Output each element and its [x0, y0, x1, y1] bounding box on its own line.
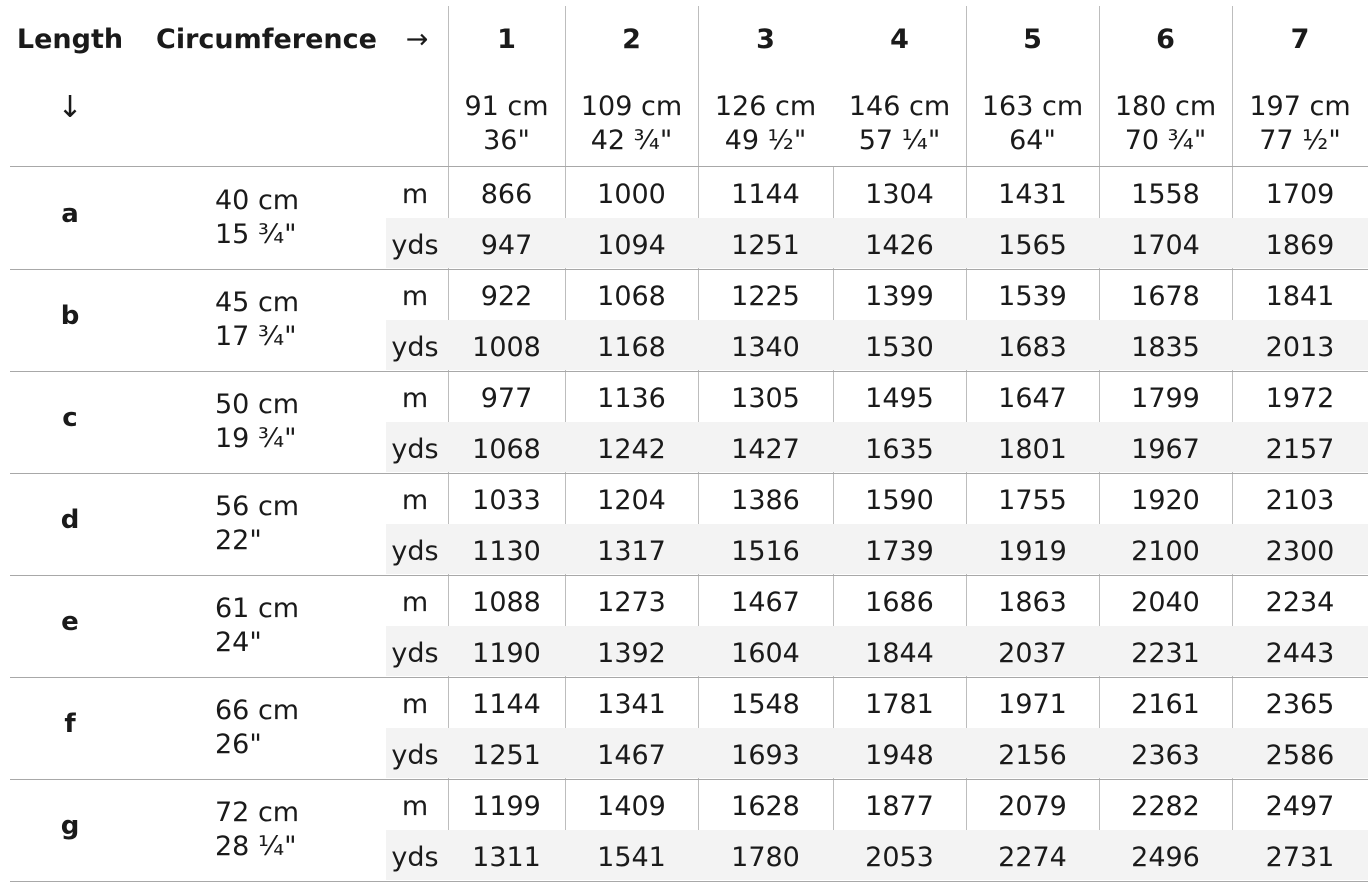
circumference-cm: 146 cm	[848, 91, 951, 122]
circumference-inch: 77 ½"	[1259, 125, 1341, 156]
column-circumference	[833, 90, 966, 158]
yardage-value: 1877	[865, 791, 934, 822]
yardage-value: 2300	[1265, 536, 1335, 567]
row-length	[215, 184, 299, 252]
circumference-header: Circumference	[156, 24, 377, 55]
row-label: d	[60, 505, 80, 535]
yardage-value: 1647	[998, 383, 1067, 414]
length-inch: 17 ¾"	[215, 321, 297, 352]
circumference-cm: 163 cm	[981, 91, 1084, 122]
yardage-value: 1628	[731, 791, 800, 822]
yardage-value: 1340	[731, 332, 800, 363]
yardage-value: 1168	[597, 332, 666, 363]
table-row	[10, 371, 1368, 473]
yardage-value: 1844	[865, 638, 934, 669]
circumference-inch: 36"	[483, 125, 530, 156]
yardage-value: 1530	[865, 332, 934, 363]
yardage-value: 1799	[1131, 383, 1200, 414]
yardage-value: 1341	[597, 689, 666, 720]
length-header: Length	[16, 24, 124, 55]
header-row-numbers	[10, 24, 1368, 68]
yardage-value: 2363	[1131, 740, 1200, 771]
yardage-value: 1539	[998, 281, 1067, 312]
yardage-value: 1094	[597, 230, 666, 261]
circumference-cm: 109 cm	[580, 91, 683, 122]
yardage-value: 2231	[1131, 638, 1200, 669]
row-label: a	[61, 199, 79, 229]
unit-label: yds	[391, 638, 439, 669]
yardage-value: 2496	[1131, 842, 1200, 873]
yardage-value: 977	[480, 383, 533, 414]
header-row-circumferences	[10, 90, 1368, 162]
circumference-inch: 64"	[1009, 125, 1056, 156]
yardage-value: 1467	[597, 740, 666, 771]
yardage-value: 1190	[472, 638, 541, 669]
yardage-value: 922	[480, 281, 533, 312]
yardage-value: 2103	[1265, 485, 1335, 516]
length-inch: 28 ¼"	[215, 831, 297, 862]
yardage-value: 1548	[731, 689, 800, 720]
yardage-value: 1541	[597, 842, 666, 873]
yardage-value: 2037	[998, 638, 1067, 669]
column-number: 1	[497, 24, 516, 55]
right-arrow-icon: →	[405, 24, 429, 55]
table-row	[10, 575, 1368, 677]
length-cm: 72 cm	[215, 797, 300, 828]
down-arrow-icon: ↓	[57, 90, 83, 125]
yardage-value: 1144	[472, 689, 541, 720]
circumference-cm: 180 cm	[1114, 91, 1217, 122]
yardage-value: 1088	[472, 587, 541, 618]
yardage-value: 2274	[998, 842, 1067, 873]
length-cm: 56 cm	[215, 491, 300, 522]
column-number: 2	[622, 24, 641, 55]
column-number: 7	[1290, 24, 1310, 55]
row-label: e	[61, 607, 79, 637]
yardage-value: 1068	[597, 281, 666, 312]
yardage-value: 1686	[865, 587, 934, 618]
yardage-value: 1972	[1265, 383, 1335, 414]
row-length	[215, 796, 299, 864]
yardage-value: 1709	[1265, 179, 1335, 210]
column-circumference	[698, 90, 833, 158]
yardage-value: 1558	[1131, 179, 1200, 210]
yardage-value: 1144	[731, 179, 800, 210]
yardage-value: 1033	[472, 485, 541, 516]
yardage-value: 2497	[1265, 791, 1335, 822]
unit-label: m	[401, 179, 429, 210]
yardage-value: 1841	[1265, 281, 1335, 312]
circumference-inch: 42 ¾"	[590, 125, 673, 156]
column-number: 4	[890, 24, 909, 55]
unit-label: yds	[391, 332, 439, 363]
unit-label: m	[401, 383, 429, 414]
yardage-value: 1683	[998, 332, 1067, 363]
yardage-value: 2161	[1131, 689, 1200, 720]
length-inch: 24"	[215, 627, 262, 658]
yardage-value: 1305	[731, 383, 800, 414]
row-label: c	[62, 403, 78, 433]
table-row	[10, 677, 1368, 779]
yardage-value: 2157	[1265, 434, 1335, 465]
yardage-value: 1467	[731, 587, 800, 618]
yardage-value: 2100	[1131, 536, 1200, 567]
row-length	[215, 286, 299, 354]
yardage-value: 1427	[731, 434, 800, 465]
circumference-cm: 91 cm	[464, 91, 549, 122]
yardage-value: 1604	[731, 638, 800, 669]
yardage-value: 1678	[1131, 281, 1200, 312]
yardage-value: 1920	[1131, 485, 1200, 516]
yardage-value: 1869	[1265, 230, 1335, 261]
table-row	[10, 269, 1368, 371]
column-circumference	[1232, 90, 1368, 158]
yardage-value: 1590	[865, 485, 934, 516]
yardage-value: 2234	[1265, 587, 1335, 618]
row-label: b	[60, 301, 80, 331]
yardage-value: 1971	[998, 689, 1067, 720]
yardage-value: 1392	[597, 638, 666, 669]
unit-label: yds	[391, 740, 439, 771]
row-length	[215, 694, 299, 762]
yardage-value: 2079	[998, 791, 1067, 822]
length-inch: 26"	[215, 729, 262, 760]
yardage-value: 1386	[731, 485, 800, 516]
row-divider	[10, 881, 1368, 882]
yardage-value: 1780	[731, 842, 800, 873]
yardage-value: 1704	[1131, 230, 1200, 261]
yardage-value: 1008	[472, 332, 541, 363]
yardage-value: 2586	[1265, 740, 1335, 771]
yardage-value: 1242	[597, 434, 666, 465]
yardage-value: 1136	[597, 383, 666, 414]
yardage-value: 1693	[731, 740, 800, 771]
length-cm: 61 cm	[215, 593, 300, 624]
unit-label: yds	[391, 842, 439, 873]
yardage-value: 1801	[998, 434, 1067, 465]
yardage-value: 1130	[472, 536, 541, 567]
yardage-value: 1251	[472, 740, 541, 771]
row-label: f	[64, 709, 76, 739]
unit-label: yds	[391, 434, 439, 465]
unit-label: yds	[391, 536, 439, 567]
yardage-value: 1495	[865, 383, 934, 414]
yardage-value: 1635	[865, 434, 934, 465]
circumference-inch: 57 ¼"	[858, 125, 941, 156]
yardage-value: 866	[480, 179, 533, 210]
column-number: 5	[1023, 24, 1042, 55]
yardage-value: 1948	[865, 740, 934, 771]
yardage-value: 1426	[865, 230, 934, 261]
yardage-value: 1068	[472, 434, 541, 465]
length-inch: 15 ¾"	[215, 219, 297, 250]
length-cm: 50 cm	[215, 389, 300, 420]
table-row	[10, 779, 1368, 881]
circumference-cm: 126 cm	[714, 91, 817, 122]
length-cm: 45 cm	[215, 287, 300, 318]
yardage-value: 2013	[1265, 332, 1335, 363]
yardage-value: 1919	[998, 536, 1067, 567]
yardage-value: 1781	[865, 689, 934, 720]
yardage-value: 1565	[998, 230, 1067, 261]
row-length	[215, 592, 299, 660]
yardage-value: 947	[480, 230, 533, 261]
column-number: 3	[756, 24, 775, 55]
unit-label: m	[401, 689, 429, 720]
yardage-value: 1863	[998, 587, 1067, 618]
yardage-value: 1199	[472, 791, 541, 822]
circumference-inch: 70 ¾"	[1124, 125, 1207, 156]
circumference-inch: 49 ½"	[724, 125, 807, 156]
length-inch: 19 ¾"	[215, 423, 297, 454]
unit-label: m	[401, 791, 429, 822]
yardage-value: 1739	[865, 536, 934, 567]
column-circumference	[448, 90, 565, 158]
yardage-value: 1204	[597, 485, 666, 516]
yardage-value: 2156	[998, 740, 1067, 771]
circumference-cm: 197 cm	[1249, 91, 1351, 122]
yardage-value: 1967	[1131, 434, 1200, 465]
yardage-value: 1225	[731, 281, 800, 312]
yardage-value: 2282	[1131, 791, 1200, 822]
yardage-value: 2040	[1131, 587, 1200, 618]
length-cm: 40 cm	[215, 185, 300, 216]
unit-label: m	[401, 485, 429, 516]
column-circumference	[1099, 90, 1232, 158]
yardage-value: 1317	[597, 536, 666, 567]
length-inch: 22"	[215, 525, 262, 556]
table-row	[10, 473, 1368, 575]
yardage-value: 1516	[731, 536, 800, 567]
row-label: g	[60, 811, 80, 841]
length-cm: 66 cm	[215, 695, 300, 726]
yardage-value: 1399	[865, 281, 934, 312]
unit-label: m	[401, 587, 429, 618]
row-length	[215, 490, 299, 558]
yardage-value: 1431	[998, 179, 1067, 210]
table-row	[10, 167, 1368, 269]
column-circumference	[565, 90, 698, 158]
yardage-value: 1755	[998, 485, 1067, 516]
yardage-value: 1409	[597, 791, 666, 822]
yardage-value: 2365	[1265, 689, 1335, 720]
yardage-value: 1000	[597, 179, 666, 210]
row-length	[215, 388, 299, 456]
column-number: 6	[1156, 24, 1175, 55]
yardage-value: 2731	[1265, 842, 1335, 873]
yardage-value: 2443	[1265, 638, 1335, 669]
yardage-value: 1251	[731, 230, 800, 261]
yardage-value: 1273	[597, 587, 666, 618]
yardage-value: 1835	[1131, 332, 1200, 363]
yardage-value: 2053	[865, 842, 934, 873]
column-circumference	[966, 90, 1099, 158]
unit-label: yds	[391, 230, 439, 261]
unit-label: m	[401, 281, 429, 312]
yardage-value: 1304	[865, 179, 934, 210]
yardage-value: 1311	[472, 842, 541, 873]
